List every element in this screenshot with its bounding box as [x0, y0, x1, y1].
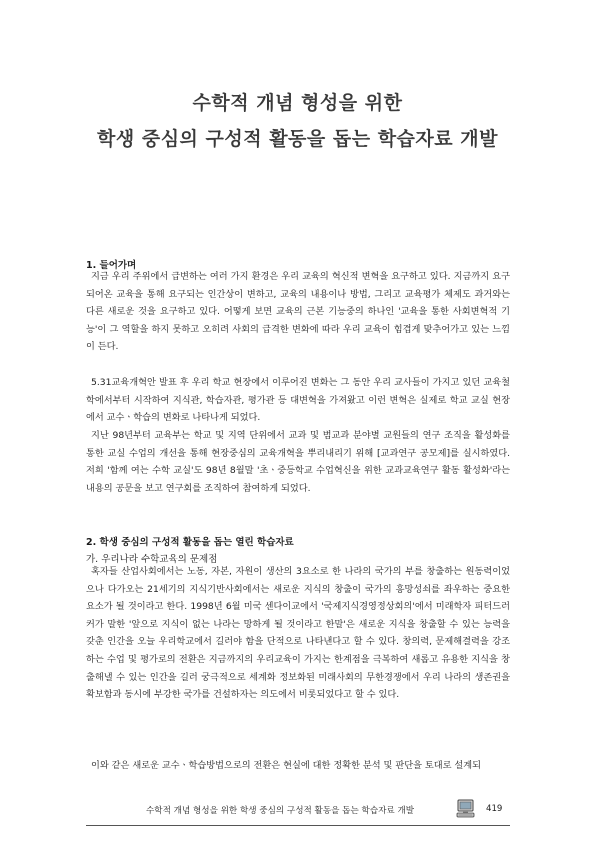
section-1-paragraph-2: 5.31교육개혁안 발표 후 우리 학교 현장에서 이루어진 변화는 그 동안 우리 교사들이 가지고 있던 교육철학에서부터 시작하여 지식관, 학습자관, 평가관 등 대변혁을 가져왔고 이런 변혁은 실제로 학교 교실 현장에서 교수ㆍ학습의 변화로 나타나게 되었다. — [86, 377, 510, 424]
page-title-line-1: 수학적 개념 형성을 위한 — [192, 92, 403, 114]
section-2-heading: 2. 학생 중심의 구성적 활동을 돕는 열린 학습자료 — [86, 537, 294, 548]
page-title-line-2: 학생 중심의 구성적 활동을 돕는 학습자료 개발 — [97, 128, 498, 150]
section-2-paragraph-2: 이와 같은 새로운 교수ㆍ학습방법으로의 전환은 현실에 대한 정확한 분석 및 판단을 토대로 설계되 — [91, 760, 482, 771]
section-1-heading: 1. 들어가며 — [86, 260, 137, 271]
section-2-paragraph-1: 혹자들 산업사회에서는 노동, 자본, 자원이 생산의 3요소로 한 나라의 국가의 부를 창출하는 원동력이었으나 다가오는 21세기의 지식기반사회에서는 새로운 지식의 창출이 국가의 흥망성쇠를 좌우하는 중요한 요소가 될 것이라고 한다. 1998년 6월 미국 센다이교에서 '국제지식경영정상회의'에서 미래학자 피터드러커가 말한 '앞으로 지식이 없는 나라는 망하게 될 것이라고 한말'은 새로운 지식을 창출할 수 있는 능력을 갖춘 인간을 오늘 우리학교에서 길러야 함을 단적으로 나타낸다고 할 수 있다. 창의력, 문제해결력을 강조하는 수업 및 평가로의 전환은 지금까지의 우리교육이 가지는 한계점을 극복하여 새롭고 유용한 지식을 창출해낼 수 있는 인간을 길러 궁극적으로 세계화 정보화된 미래사회의 무한경쟁에서 우리 나라의 생존권을 확보함과 동시에 부강한 국가를 건설하자는 의도에서 비롯되었다고 할 수 있다. — [86, 566, 510, 701]
section-2-subheading: 가. 우리나라 수학교육의 문제점 — [86, 554, 218, 565]
section-1-paragraph-3: 지난 98년부터 교육부는 학교 및 지역 단위에서 교과 및 범교과 분야별 교원들의 연구 조직을 활성화를 통한 교실 수업의 개선을 통해 현장중심의 교육개혁을 뿌리내리기 위해 [교과연구 공모제]를 실시하였다. 저희 '함께 여는 수학 교실'도 98년 8월말 '초ㆍ중등학교 수업혁신을 위한 교과교육연구 활동 활성화'라는 내용의 공문을 보고 연구회를 조직하여 참여하게 되었다. — [86, 430, 510, 494]
footer-running-title: 수학적 개념 형성을 위한 학생 중심의 구성적 활동을 돕는 학습자료 개발 — [146, 806, 415, 816]
page-number: 419 — [486, 804, 503, 814]
section-1-paragraph-1: 지금 우리 주위에서 급변하는 여러 가지 환경은 우리 교육의 혁신적 변혁을 요구하고 있다. 지금까지 요구되어온 교육을 통해 요구되는 인간상이 변하고, 교육의 내용이나 방법, 그리고 교육평가 체제도 과거와는 다른 새로운 것을 요구하고 있다. 어떻게 보면 교육의 근본 기능중의 하나인 '교육을 통한 사회변혁적 기능'이 그 역할을 하지 못하고 오히려 사회의 급격한 변화에 따라 우리 교육이 힘겹게 맞추어가고 있는 느낌이 든다. — [86, 271, 510, 353]
footer-divider — [86, 825, 510, 826]
computer-icon — [455, 798, 477, 820]
